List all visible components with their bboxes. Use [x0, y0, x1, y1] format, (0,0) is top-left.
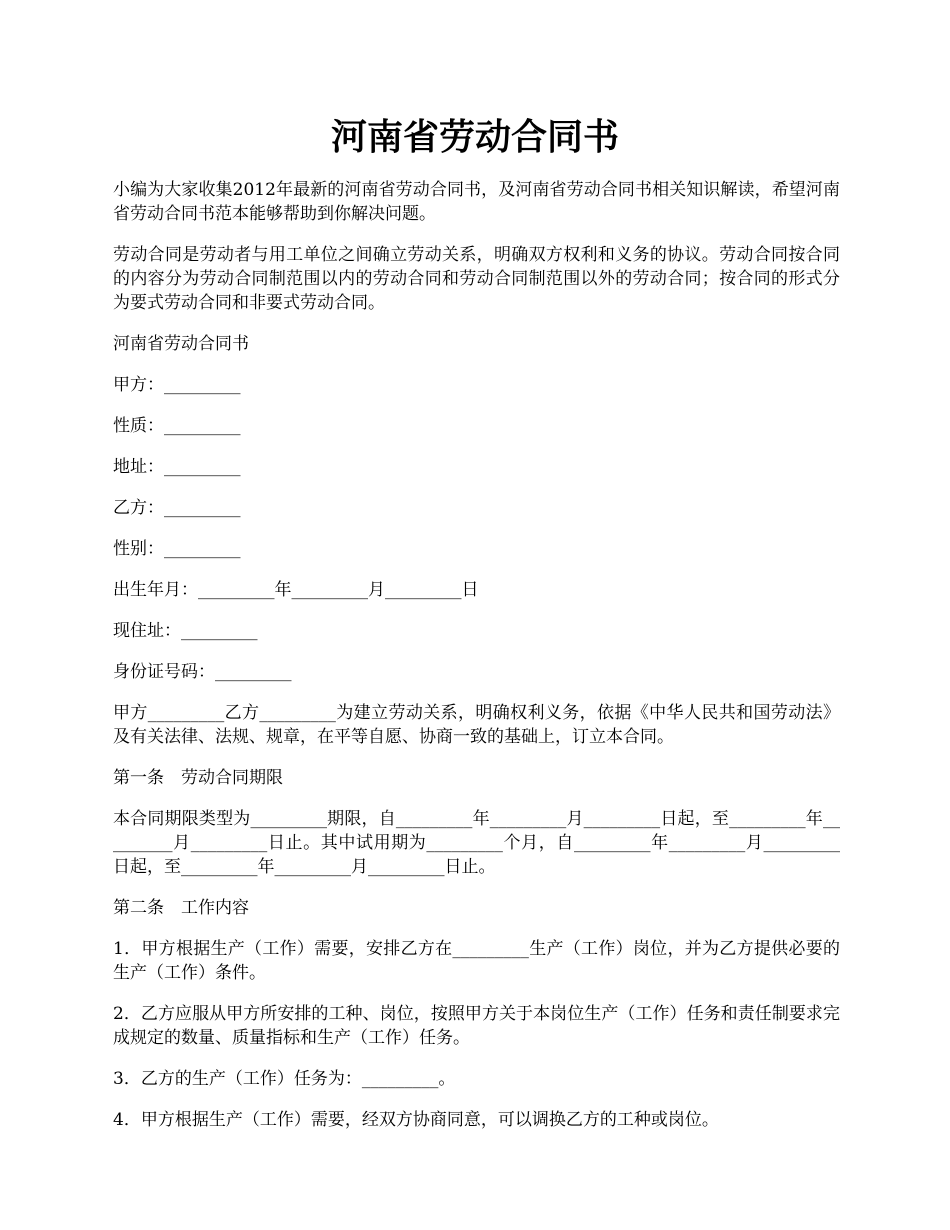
- article-1-term-paragraph: 本合同期限类型为_________期限，自_________年_________月_________日起，至_________年_________月_________日止。其中试用期为_________个月，自_________年_________月_________日起，至_________年_________月_________日止。: [113, 809, 840, 877]
- document-body: [113, 178, 840, 1149]
- article-2-clause-4: 4．甲方根据生产（工作）需要，经双方协商同意，可以调换乙方的工种或岗位。: [113, 1110, 719, 1130]
- article-2-clause-2: 2．乙方应服从甲方所安排的工种、岗位，按照甲方关于本岗位生产（工作）任务和责任制要求完成规定的数量、质量指标和生产（工作）任务。: [113, 1004, 840, 1048]
- birth-date-field: 出生年月：_________年_________月_________日: [113, 580, 479, 600]
- nature-field: 性质：_________: [113, 416, 241, 436]
- article-2-heading: 第二条 工作内容: [113, 898, 249, 918]
- article-1-heading: 第一条 劳动合同期限: [113, 768, 283, 788]
- document-title: 河南省劳动合同书: [330, 116, 619, 158]
- contract-heading: 河南省劳动合同书: [113, 334, 249, 354]
- definition-paragraph: 劳动合同是劳动者与用工单位之间确立劳动关系，明确双方权利和义务的协议。劳动合同按合同的内容分为劳动合同制范围以内的劳动合同和劳动合同制范围以外的劳动合同；按合同的形式分为要式劳动合同和非要式劳动合同。: [113, 245, 840, 313]
- id-number-field: 身份证号码：_________: [113, 662, 292, 682]
- party-b-field: 乙方：_________: [113, 498, 241, 518]
- current-address-field: 现住址：_________: [113, 621, 258, 641]
- article-2-clause-3: 3．乙方的生产（工作）任务为：_________。: [113, 1069, 456, 1089]
- party-a-field: 甲方：_________: [113, 375, 241, 395]
- preamble-paragraph: 甲方_________乙方_________为建立劳动关系，明确权利义务，依据《中华人民共和国劳动法》及有关法律、法规、规章，在平等自愿、协商一致的基础上，订立本合同。: [113, 703, 840, 747]
- article-2-clause-1: 1．甲方根据生产（工作）需要，安排乙方在_________生产（工作）岗位，并为乙方提供必要的生产（工作）条件。: [113, 939, 840, 983]
- address-field: 地址：_________: [113, 457, 241, 477]
- intro-paragraph: 小编为大家收集2012年最新的河南省劳动合同书，及河南省劳动合同书相关知识解读，希望河南省劳动合同书范本能够帮助到你解决问题。: [113, 180, 840, 224]
- gender-field: 性别：_________: [113, 539, 241, 559]
